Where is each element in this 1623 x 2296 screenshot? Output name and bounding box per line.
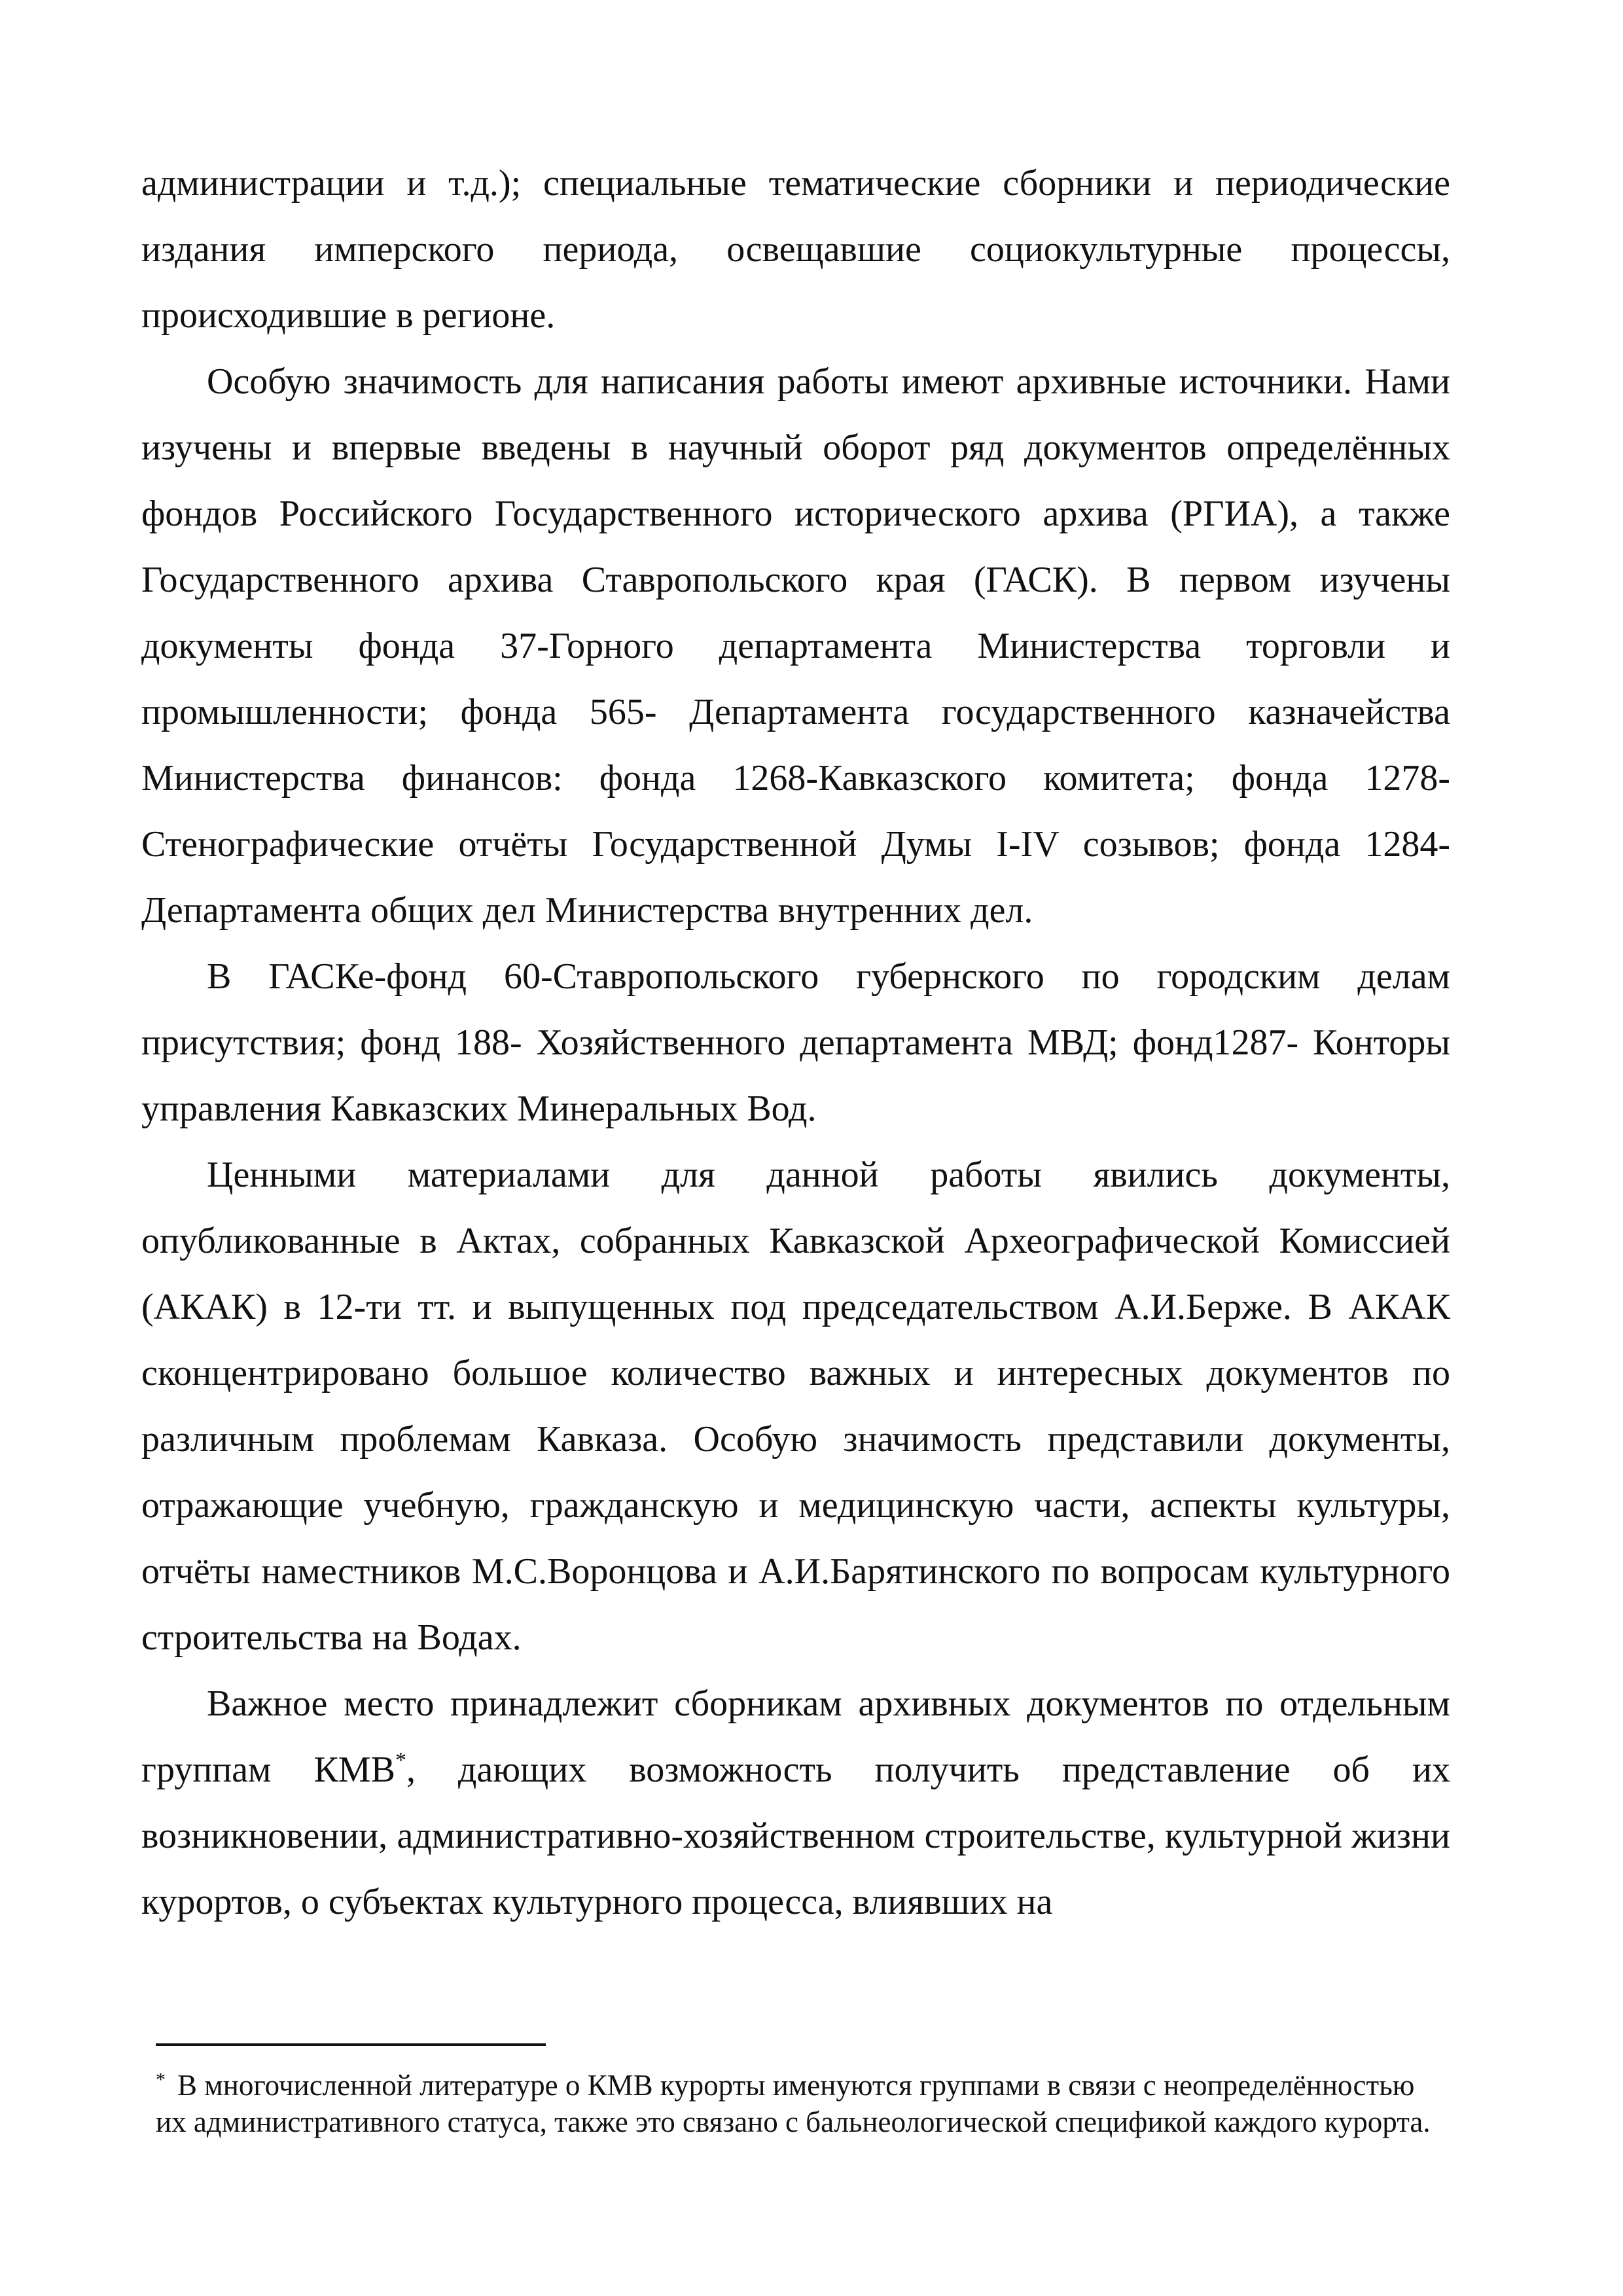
paragraph-4: Ценными материалами для данной работы явились документы, опубликованные в Актах, собранных Кавказской Археографической Комиссией (АКАК) в 12-ти тт. и выпущенных под председательством А.И.Берже. В АКАК сконцентрировано большое количество важных и интересных документов по различным проблемам Кавказа. Особую значимость представили документы, отражающие учебную, гражданскую и медицинскую части, аспекты культуры, отчёты наместников М.С.Воронцова и А.И.Барятинского по вопросам культурного строительства на Водах. — [141, 1155, 1450, 1658]
document-body — [141, 151, 1450, 1935]
paragraph-5 — [141, 1671, 1450, 1935]
paragraph-3: В ГАСКе-фонд 60-Ставропольского губернского по городским делам присутствия; фонд 188- Хозяйственного департамента МВД; фонд1287- Конторы управления Кавказских Минеральных Вод. — [141, 956, 1450, 1129]
footnote-separator — [156, 2043, 546, 2046]
footnote-reference-mark: * — [395, 1748, 406, 1772]
footnote — [156, 2062, 1452, 2140]
paragraph-1: администрации и т.д.); специальные тематические сборники и периодические издания имперского периода, освещавшие социокультурные процессы, происходившие в регионе. — [141, 163, 1450, 336]
footnote-mark: * — [156, 2069, 166, 2090]
paragraph-2: Особую значимость для написания работы имеют архивные источники. Нами изучены и впервые введены в научный оборот ряд документов определённых фондов Российского Государственного исторического архива (РГИА), а также Государственного архива Ставропольского края (ГАСК). В первом изучены документы фонда 37-Горного департамента Министерства торговли и промышленности; фонда 565- Департамента государственного казначейства Министерства финансов: фонда 1268-Кавказского комитета; фонда 1278- Стенографические отчёты Государственной Думы I-IV созывов; фонда 1284-Департамента общих дел Министерства внутренних дел. — [141, 361, 1450, 931]
paragraph-5-text-end: , дающих возможность получить представление об их возникновении, административно-хозяйственном строительстве, культурной жизни курортов, о субъектах культурного процесса, влиявших на — [141, 1749, 1450, 1922]
paragraph-5-text-start: Важное место принадлежит сборникам архивных документов по отдельным группам КМВ — [141, 1683, 1450, 1790]
footnote-text: В многочисленной литературе о КМВ курорты именуются группами в связи с неопределённостью их административного статуса, также это связано с бальнеологической спецификой каждого курорта. — [156, 2069, 1431, 2138]
